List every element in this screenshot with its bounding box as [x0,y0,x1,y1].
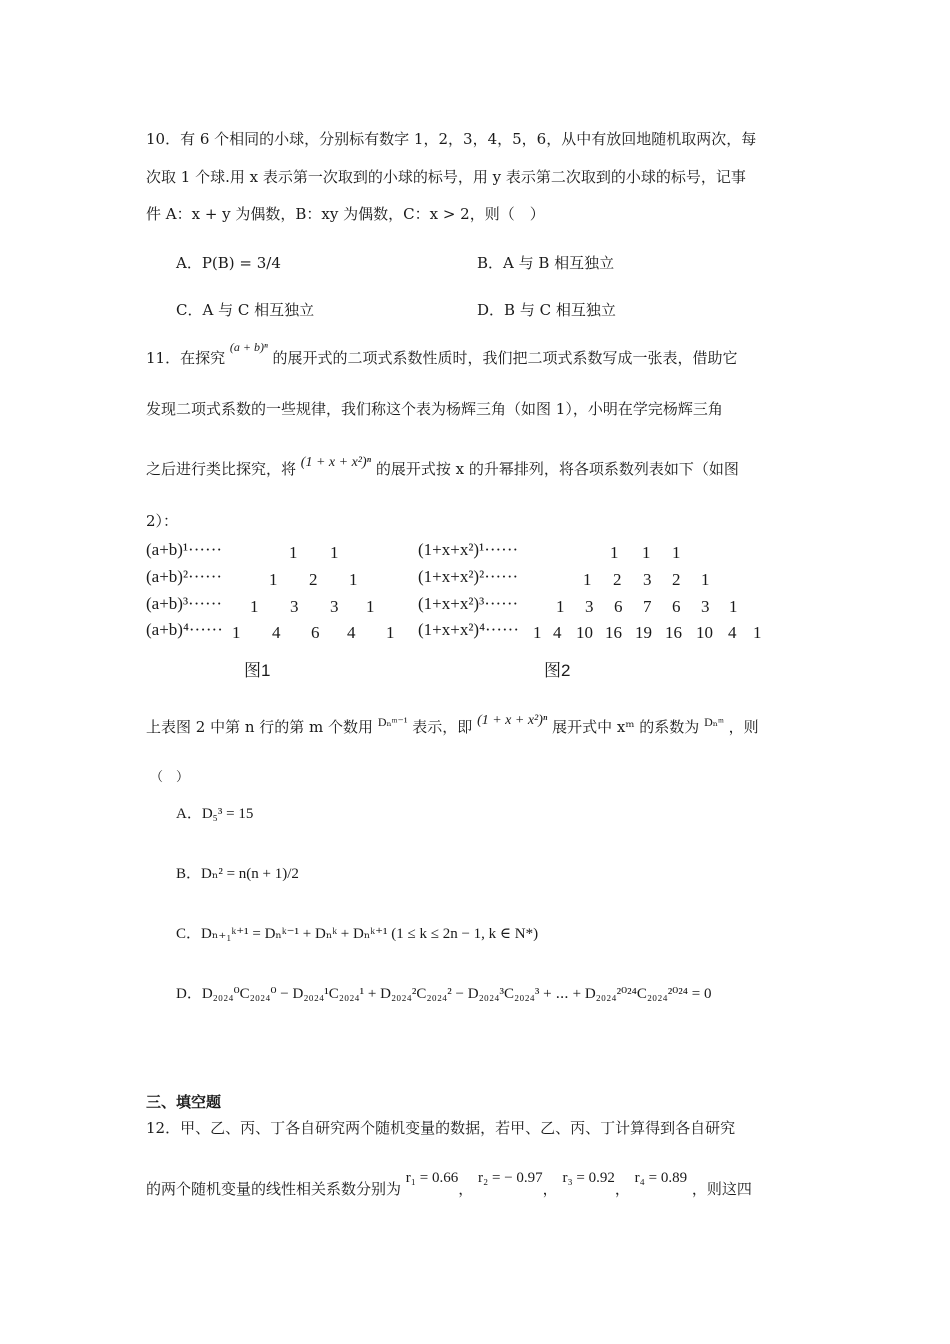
fig1-cell: 1 [269,570,278,589]
fig2-cell: 2 [672,570,681,589]
fig1-cell: 1 [330,543,339,562]
fig1-row-label: (a+b)³······ [146,594,223,613]
fig2-cell: 6 [672,597,681,616]
fig2-cell: 16 [605,623,622,642]
q12-r3: r₃ = 0.92 [562,1170,615,1186]
fig2-cell: 1 [729,597,738,616]
q11-line-1-end: 的展开式的二项式系数性质时，我们把二项式系数写成一张表，借助它 [272,349,738,367]
q11-line-3-end: 的展开式按 x 的升幂排列，将各项系数列表如下（如图 [375,460,739,478]
fig1-cell: 3 [290,597,299,616]
fig2-cell: 1 [642,543,651,562]
fig1-cell: 1 [366,597,375,616]
fig2-row-label: (1+x+x²)⁴······ [418,620,519,639]
fig2-cell: 3 [701,597,710,616]
q11-desc-symbol-1: Dₙᵐ⁻¹ [377,715,408,729]
q11-line-3 [146,455,739,479]
fig2-cell: 1 [533,623,542,642]
fig1-row-label: (a+b)²······ [146,567,223,586]
fig2-cell: 1 [610,543,619,562]
fig1-cell: 2 [309,570,318,589]
fig1-cell: 1 [349,570,358,589]
q11-line-4: 2）： [146,512,179,530]
q11-desc-part-2: 表示，即 [412,718,473,736]
fig2-cell: 3 [643,570,652,589]
q10-option-b: B．A 与 B 相互独立 [477,254,615,272]
q11-line-2: 发现二项式系数的一些规律，我们称这个表为杨辉三角（如图 1），小明在学完杨辉三角 [146,400,723,418]
q11-option-c: C．Dₙ₊₁ᵏ⁺¹ = Dₙᵏ⁻¹ + Dₙᵏ + Dₙᵏ⁺¹ (1 ≤ k ≤ 2n − 1, k ∈ N*) [176,926,539,942]
q11-desc-part-3: 展开式中 xᵐ 的系数为 [552,718,700,736]
q11-line-3-start: 之后进行类比探究，将 [146,460,297,478]
fig2-row-label: (1+x+x²)²······ [418,567,519,586]
q12-r2: r₂ = − 0.97 [478,1170,543,1186]
q11-option-d: D．D₂₀₂₄⁰C₂₀₂₄⁰ − D₂₀₂₄¹C₂₀₂₄¹ + D₂₀₂₄²C₂₀₂₄² − D₂₀₂₄³C₂₀₂₄³ + ⋯ + D₂₀₂₄²⁰²⁴C₂₀₂₄²⁰²⁴ = 0 [176,986,712,1002]
fig2-cell: 6 [614,597,623,616]
q11-trinomial-expr: (1 + x + x²)ⁿ [300,455,372,470]
q11-line-1 [146,340,738,368]
fig2-cell: 3 [585,597,594,616]
fig2-cell: 10 [696,623,713,642]
q11-binomial-expr: (a + b)ⁿ [229,340,268,354]
q12-line-1: 12．甲、乙、丙、丁各自研究两个随机变量的数据，若甲、乙、丙、丁计算得到各自研究 [146,1119,736,1137]
q11-option-a: A．D₅³ = 15 [176,806,254,822]
fig1-row-label: (a+b)⁴······ [146,620,223,639]
q11-desc-expr: (1 + x + x²)ⁿ [477,713,548,728]
q10-line-2: 次取 1 个球.用 x 表示第一次取到的小球的标号，用 y 表示第二次取到的小球的标号，记事 [146,168,746,186]
section-3-title: 三、填空题 [146,1093,222,1111]
fig2-cell: 1 [583,570,592,589]
q11-answer-paren: （ ） [150,770,190,785]
fig1-cell: 4 [272,623,281,642]
q11-desc-part-1: 上表图 2 中第 n 行的第 m 个数用 [146,718,374,736]
fig2-cell: 4 [553,623,562,642]
q10-option-d: D．B 与 C 相互独立 [477,301,616,319]
q10-line-3: 件 A：x + y 为偶数，B：xy 为偶数，C：x > 2，则（ ） [146,205,545,223]
q11-description [146,713,759,737]
fig2-cell: 10 [576,623,593,642]
q11-line-1-start: 11．在探究 [146,349,226,367]
q12-line-2-end: ，则这四 [691,1180,752,1198]
fig1-cell: 1 [232,623,241,642]
q11-option-b: B．Dₙ² = n(n + 1)/2 [176,866,299,882]
fig1-cell: 3 [330,597,339,616]
q10-line-1: 10．有 6 个相同的小球，分别标有数字 1，2，3，4，5，6，从中有放回地随机取两次，每 [146,130,757,148]
fig1-cell: 1 [386,623,395,642]
fig2-cell: 4 [728,623,737,642]
fig1-cell: 4 [347,623,356,642]
q10-option-a: A．P(B) = 3/4 [176,254,281,272]
q11-desc-symbol-2: Dₙᵐ [704,715,724,729]
q10-option-c: C．A 与 C 相互独立 [176,301,315,319]
fig2-cell: 1 [556,597,565,616]
fig1-row-label: (a+b)¹······ [146,540,223,559]
fig2-caption: 图2 [544,661,571,680]
q12-line-2: 的两个随机变量的线性相关系数分别为 r₁ = 0.66， r₂ = − 0.97， r₃ = 0.92， r₄ = 0.89 ，则这四 [146,1170,752,1198]
fig2-cell: 1 [753,623,762,642]
fig2-row-label: (1+x+x²)¹······ [418,540,519,559]
fig2-cell: 7 [643,597,652,616]
fig1-cell: 1 [250,597,259,616]
fig1-cell: 6 [311,623,320,642]
q11-desc-part-4: ，则 [728,718,759,736]
fig2-row-label: (1+x+x²)³······ [418,594,519,613]
q12-r1: r₁ = 0.66 [405,1170,459,1186]
fig2-cell: 16 [665,623,682,642]
q12-line-2-start: 的两个随机变量的线性相关系数分别为 [146,1180,402,1198]
fig2-cell: 19 [635,623,652,642]
fig2-cell: 1 [701,570,710,589]
fig2-cell: 2 [613,570,622,589]
fig1-cell: 1 [289,543,298,562]
q12-r4: r₄ = 0.89 [634,1170,688,1186]
fig2-cell: 1 [672,543,681,562]
fig1-caption: 图1 [244,661,271,680]
